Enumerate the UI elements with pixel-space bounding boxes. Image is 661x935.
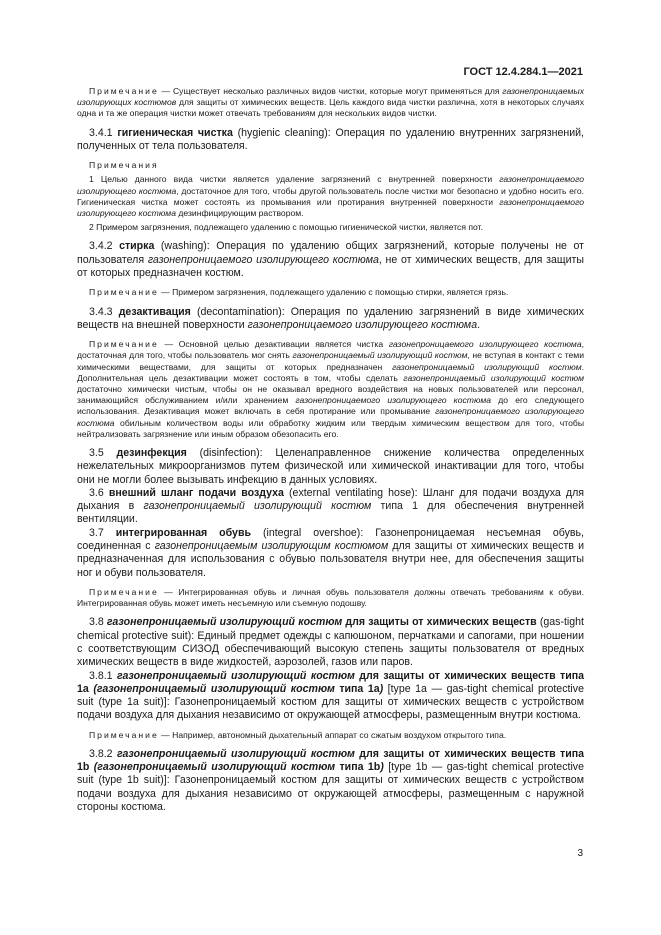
term: стирка <box>119 240 155 253</box>
clause-3-5: 3.5 дезинфекция (disinfection): Целенаправленное снижение количества определенных нежелательных микроорганизмов путем физической или химической инактивации для того, чтобы они не могли более вызывать инфекцию в данных условиях. <box>77 446 584 486</box>
clause-3-8-2: 3.8.2 газонепроницаемый изолирующий костюм для защиты от химических веществ типа 1b (газонепроницаемый изолирующий костюм типа 1b) [type 1b — gas-tight chemical protective suit (type 1b suit)]: Газонепроницаемый костюм для защиты от химических веществ с устройством подачи воздуха для дыхания независимо от окружающей атмосферы, размещенным с наружной стороны костюма. <box>77 747 585 814</box>
notes-heading: Примечания <box>89 160 159 171</box>
clause-3-8: 3.8 газонепроницаемый изолирующий костюм для защиты от химических веществ (gas-tight chemical protective suit): Единый предмет одежды с капюшоном, перчатками и сапогами, при ношении с соответствующим СИЗОД обеспечивающий высокую степень защиты пользователя от вредных химических веществ в виде жидкостей, аэрозолей, газов или паров. <box>77 616 584 669</box>
document-code: ГОСТ 12.4.284.1—2021 <box>463 66 583 78</box>
clause-3-4-1: 3.4.1 гигиеническая чистка (hygienic cleaning): Операция по удалению внутренних загрязнений, полученных от тела пользователя. <box>77 126 584 152</box>
note-3-4-2: Примечание — Примером загрязнения, подлежащего удалению с помощью стирки, является грязь. <box>89 287 509 298</box>
term: газонепроницаемый изолирующий костюм <box>117 669 355 682</box>
term: интегрированная обувь <box>115 526 251 539</box>
clause-3-7: 3.7 интегрированная обувь (integral overshoe): Газонепроницаемая несъемная обувь, соединенная с газонепроницаемым изолирующим костюмом для защиты от химических веществ и предназначенная для использования с обувью пользователя внутри нее, для обеспечения защиты ног и обуви пользователя. <box>77 526 585 579</box>
note-3-8-1: Примечание — Например, автономный дыхательный аппарат со сжатым воздухом открытого типа. <box>89 729 507 740</box>
term: газонепроницаемый изолирующий костюм <box>117 747 355 760</box>
term: внешний шланг подачи воздуха <box>108 486 284 499</box>
note-label: Примечание <box>89 86 159 96</box>
term: гигиеническая чистка <box>117 126 233 139</box>
page-number: 3 <box>577 848 583 859</box>
clause-3-4-2: 3.4.2 стирка (washing): Операция по удалению общих загрязнений, которые получены не от пользователя газонепроницаемого изолирующего костюма, не от химических веществ, для защиты от которых предназначен костюм. <box>77 240 585 280</box>
clause-3-8-1: 3.8.1 газонепроницаемый изолирующий костюм для защиты от химических веществ типа 1a (газонепроницаемый изолирующий костюм типа 1a) [type 1a — gas-tight chemical protective suit (type 1a suit)]: Газонепроницаемый костюм для защиты от химических веществ с устройством подачи воздуха для дыхания независимо от окружающей атмосферы, размещенным внутри костюма. <box>77 669 585 722</box>
clause-3-4-3: 3.4.3 дезактивация (decontamination): Операция по удалению загрязнений в виде химических веществ на внешней поверхности газонепроницаемого изолирующего костюма. <box>77 305 585 331</box>
clause-3-6: 3.6 внешний шланг подачи воздуха (external ventilating hose): Шланг для подачи воздуха для дыхания в газонепроницаемый изолирующий костюм типа 1 для обеспечения внутренней вентиляции. <box>77 486 585 526</box>
note-cleaning-types: Примечание — Существует несколько различных видов чистки, которые могут применяться для газонепроницаемых изолирующих костюмов для защиты от химических веществ. Цель каждого вида чистки различна, хотя в некоторых случаях одна и та же операция чистки может отвечать требованиям для нескольких видов чистки. <box>77 86 584 119</box>
term: дезактивация <box>118 305 191 318</box>
note-3-7: Примечание — Интегрированная обувь и личная обувь пользователя должны отвечать требованиям к обуви. Интегрированная обувь может иметь несъемную или съемную подошву. <box>77 586 584 609</box>
note-3-4-3: Примечание — Основной целью дезактивации является чистка газонепроницаемого изолирующего костюма, достаточная для того, чтобы пользователь мог снять газонепроницаемый изолирующий костюм, не вступая в контакт с теми химическими веществами, для защиты от которых предназначен газонепроницаемый изолирующий костюм. Дополнительная цель дезактивации может состоять в том, чтобы сделать газонепроницаемый изолирующий костюм достаточно химически чистым, чтобы он не оказывал вредного воздействия на новых пользователей или персонал, занимающийся обслуживанием и/или хранением газонепроницаемого изолирующего костюма до его следующего использования. Дезактивация может включать в себя протирание или промывание газонепроницаемого изолирующего костюма обильным количеством воды или обработку жидким или твердым химическим веществом для того, чтобы нейтрализовать загрязнение или иным образом обезопасить его. <box>77 339 585 439</box>
note-3-4-1-2: 2 Примером загрязнения, подлежащего удалению с помощью гигиенической чистки, является пот. <box>89 222 484 233</box>
term: газонепроницаемый изолирующий костюм <box>106 616 343 629</box>
note-3-4-1-1: 1 Целью данного вида чистки является удаление загрязнений с внутренней поверхности газонепроницаемого изолирующего костюма, достаточное для того, чтобы другой пользователь после чистки мог безопасно и удобно носить его. Гигиеническая чистка может состоять из промывания или протирания внутренней поверхности газонепроницаемого изолирующего костюма дезинфицирующим раствором. <box>77 174 584 219</box>
term: дезинфекция <box>116 446 187 459</box>
document-body <box>77 86 584 814</box>
